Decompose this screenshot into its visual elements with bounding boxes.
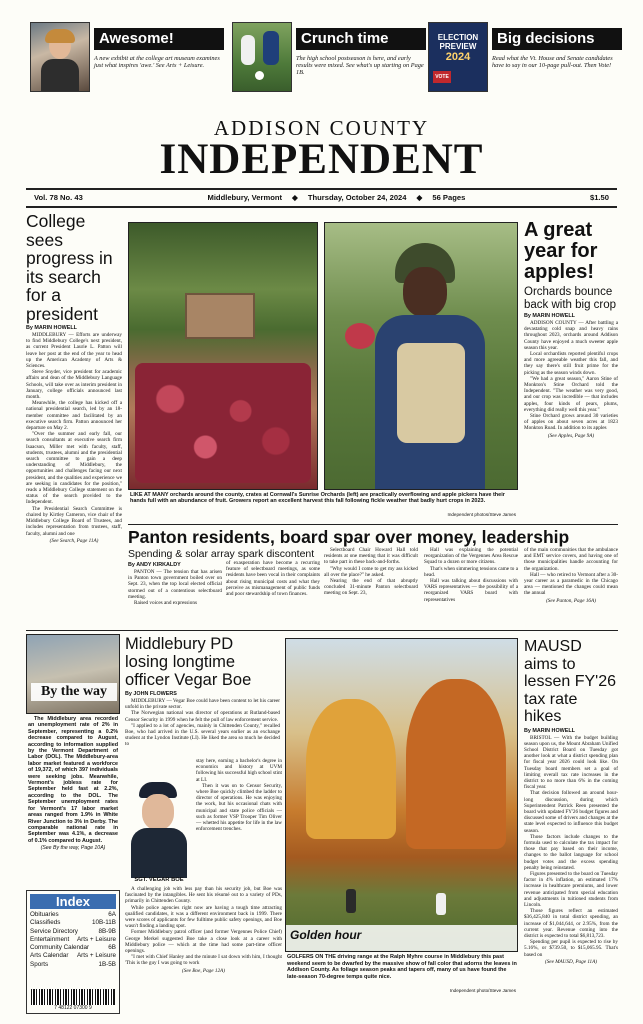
- promo-awesome[interactable]: [30, 22, 224, 94]
- dateline-date: Thursday, October 24, 2024: [307, 193, 407, 202]
- jump-line[interactable]: (See Panton, Page 16A): [546, 597, 596, 604]
- headline[interactable]: College sees progress in its search for a president: [26, 212, 113, 324]
- paragraph: PANTON — The tension that has arisen in Panton town government boiled over on Sept. 23, when the top local elected official stormed out of a contentious selectboard meeting.: [128, 569, 222, 600]
- paragraph: Stine Orchard grows around 30 varieties of apples on about seven acres at 1823 Monkton Road. In addition to its apples: [524, 413, 618, 432]
- price: $1.50: [589, 193, 609, 202]
- jump-line[interactable]: (See By the way, Page 10A): [40, 845, 106, 852]
- paragraph: Local orchardists reported plentiful crops and more agreeable weather this fall, and they say there's still fruit prime for the picking as the season winds down.: [524, 351, 618, 376]
- index-row[interactable]: [30, 944, 116, 952]
- paragraph: The Norwegian national was director of operations at Rutland-based Censor Security in 1999 when he felt the pull of law enforcement service.: [125, 710, 280, 723]
- index-row[interactable]: [30, 919, 116, 927]
- article-police[interactable]: [125, 635, 280, 755]
- paragraph: Those factors include changes to the formula used to calculate the tax impact for those that pay based on their income, changes to the ballot language for school budget votes and the excess spending penalty being reinstated.: [524, 833, 618, 871]
- index-row[interactable]: [30, 952, 116, 960]
- index-title: Index: [30, 894, 116, 909]
- golden-hour-photo: [285, 638, 518, 952]
- index-row[interactable]: [30, 911, 116, 919]
- promo-crunch-time[interactable]: [232, 22, 426, 94]
- volume-number: Vol. 78 No. 43: [34, 193, 83, 202]
- article-college-search[interactable]: [26, 212, 122, 652]
- photo-apple-picker: [324, 222, 518, 490]
- headline[interactable]: A great year for apples!: [524, 220, 598, 283]
- index-section-name: Obituaries: [30, 911, 59, 918]
- promo-title[interactable]: Big decisions: [492, 28, 622, 50]
- index-section-name: Sports: [30, 960, 49, 968]
- golden-hour-caption: GOLFERS ON THE driving range at the Ralph Myhre course in Middlebury this past weekend seem to be dwarfed by the massive show of fall color that adorns the leaves in Addison County. As foliage season peaks and tapers off, many of us have found the late-season 70-degree temps quite nice.: [287, 954, 517, 980]
- photo-credit: Independent photo/Steve James: [449, 988, 516, 993]
- dateline-bullet: ◆: [292, 193, 298, 202]
- index-row[interactable]: [30, 928, 116, 936]
- paragraph: That decision followed an around hour-long discussion, during which Superintendent Patrick Reen presented the board with updated FY'26 budget figures and discussed some of drivers and changes at the state level expected to influence this budget season.: [524, 790, 618, 834]
- paragraph: "Over the summer and early fall, our search consultants at executive search firm Isaacson, Miller met with faculty, staff, students, trustees, alumni and the presidential search committee to gain a deep understanding of Middlebury, the opportunities and challenges facing our next president, and the qualities and experience we are seeking in candidates for the position," reads a Middlebury College statement on the status of the search provided to the Independent.: [26, 431, 122, 506]
- election-preview-badge: [428, 22, 488, 92]
- index-page-ref: 6B: [108, 944, 116, 952]
- page-count: 56 Pages: [432, 193, 466, 202]
- paragraph: BRISTOL — With the budget building season upon us, the Mount Abraham Unified School District Board on Tuesday got another look at what a district spending plan for fiscal year 2026 could look like. On Tuesday board members set a goal of limiting overall tax rate increases in the district to no more than 6% in the coming fiscal year.: [524, 734, 618, 791]
- by-the-way-brief: [28, 716, 118, 888]
- jump-line[interactable]: (See Boe, Page 12A): [182, 967, 225, 974]
- photo-apple-crates: [128, 222, 318, 490]
- headline-panton[interactable]: Panton residents, board spar over money, leadership: [128, 527, 570, 547]
- byline: By MARIN HOWELL: [26, 325, 77, 331]
- paragraph: Hall was talking about discussions with VARS representatives — the possibility of a reorganized VARS board with representatives: [424, 578, 518, 603]
- paragraph: Raised voices and expressions: [134, 600, 197, 607]
- index-page-ref: 6A: [108, 911, 116, 918]
- headline[interactable]: MAUSD aims to lessen FY'26 tax rate hikes: [524, 638, 616, 725]
- badge-year: 2024: [445, 51, 471, 63]
- officer-photo: [125, 768, 193, 884]
- jump-line[interactable]: (See Search, Page 11A): [49, 537, 99, 544]
- paragraph: A challenging job with less pay than his security job, but Boe was fascinated by the intangibles. He sent his résumé out to a variety of PDs, primarily in Chittenden County.: [125, 886, 282, 905]
- officer-photo-caption: SGT. VEGAR BOE: [134, 877, 184, 883]
- masthead-top: ADDISON COUNTY: [213, 116, 430, 140]
- paragraph: Spending per pupil is expected to rise by 5.16%, or $739.50, to $15,065.95. That's based on: [524, 939, 618, 958]
- index-page-ref: 8B-9B: [98, 927, 116, 935]
- index-page-ref: Arts + Leisure: [76, 952, 116, 960]
- promo-text: Read what the Vt. House and Senate candidates have to say in our 10-page pull-out. Then Vote!: [492, 55, 613, 70]
- paragraph: Then it was on to Censor Security, where Boe quickly climbed the ladder to director of operations. He was enjoying the work, but his occasional chats with municipal and state police officials — such as former VSP Trooper Tim Oliver — whetted his appetite for life in the law enforcement trenches.: [196, 782, 282, 833]
- by-the-way-photo: [26, 634, 120, 714]
- police-side-col: [196, 758, 282, 884]
- promo-photo-sports: [232, 22, 292, 92]
- dateline-place: Middlebury, Vermont: [207, 193, 283, 202]
- paragraph: Steve Snyder, vice president for academic affairs and dean of the Middlebury Language Schools, will take over as interim president in January, college officials announced last month.: [26, 369, 122, 401]
- paragraph: of exasperation have become a recurring feature of selectboard meetings, as some residents have been vocal in their complaints about rising municipal costs and what they perceive as mismanagement of public funds and poor stewardship of town finances.: [226, 560, 320, 598]
- paragraph: "I met with Chief Hanley and the minute I sat down with him, I thought 'This is the guy I was going to work: [125, 954, 282, 967]
- masthead-title: INDEPENDENT: [159, 136, 484, 183]
- barcode: [31, 989, 115, 1005]
- index-page-ref: Arts + Leisure: [76, 935, 116, 943]
- paragraph: While police agencies right now are having a tough time attracting qualified candidates, it was a different environment back in 1999. There were scores of applicants for few fulltime public safety openings, and Boe wasn't finding a landing spot.: [125, 904, 282, 930]
- paragraph: MIDDLEBURY — Vegar Boe could have been content to let his career unfold in the private sector.: [125, 698, 280, 711]
- paragraph: ADDISON COUNTY — After battling a devastating cold snap and heavy rains throughout 2023, orchards around Addison County have enjoyed a much sweeter apple season this year.: [524, 320, 618, 351]
- badge-line2: PREVIEW: [439, 42, 477, 51]
- panton-col-4: [424, 547, 518, 626]
- panton-col-1: [128, 562, 222, 626]
- photo-caption: LIKE AT MANY orchards around the county, crates at Cornwall's Sunrise Orchards (left) are practically overflowing and apple pickers have their hands full with an abundance of fruit. Growers report an excellent harvest this fall following fickle weather that badly hurt crops in 2023.: [130, 492, 505, 505]
- paragraph: Those figures reflect an estimated $36,425,840 in total district spending, an increase of $1,044,644, or 2.95%, from the current year. Revenue coming into the district is expected to total $6,813,723.: [524, 908, 618, 939]
- paragraph: MIDDLEBURY — Efforts are underway to find Middlebury College's next president, as current President Laurie L. Patton will leave her post at the end of the year to head up the American Academy of Arts & Sciences.: [26, 332, 122, 370]
- deck-panton: Spending & solar array spark discontent: [128, 548, 315, 560]
- paragraph: Nearing the end of that abruptly concluded 31-minute Panton selectboard meeting on Sept. 23,: [324, 578, 418, 597]
- byline: By JOHN FLOWERS: [125, 691, 177, 697]
- byline: By ANDY KIRKALDY: [128, 562, 181, 568]
- index-box: [26, 890, 120, 1014]
- deck: Orchards bounce back with big crop: [524, 286, 617, 311]
- promo-photo-museum: [30, 22, 90, 92]
- paragraph: Hall — who retired to Vermont after a 30-year career as a paramedic in the Chicago area — mentioned the changes could mean the annual: [524, 571, 618, 597]
- paragraph: That's when simmering tensions came to a head.: [424, 565, 518, 578]
- panton-col-3: [324, 547, 418, 626]
- barcode-number: 7 48122 07300 9: [54, 1005, 92, 1011]
- index-page-ref: 1B-5B: [98, 960, 116, 968]
- police-bottom: [125, 886, 282, 1018]
- index-section-name: Classifieds: [30, 919, 61, 927]
- index-section-name: Community Calendar: [30, 944, 90, 952]
- index-section-name: Arts Calendar: [30, 952, 69, 960]
- golden-hour-title: Golden hour: [290, 928, 362, 942]
- paragraph: Hall was explaining the potential reorganization of the Vergennes Area Rescue Squad to a dozen or more citizens.: [424, 547, 518, 566]
- index-row[interactable]: [30, 961, 116, 969]
- article-apples[interactable]: [524, 220, 618, 524]
- index-page-ref: 10B-11B: [91, 919, 116, 927]
- byline: By MARIN HOWELL: [524, 727, 575, 734]
- paragraph: Selectboard Chair Howard Hall told residents at one meeting that it was difficult to take part in these back-and-forths.: [324, 547, 418, 566]
- panton-col-2: [226, 560, 320, 626]
- promo-title[interactable]: Crunch time: [296, 28, 426, 50]
- byline: By MARIN HOWELL: [524, 313, 575, 319]
- photo-credit: Independent photos/Steve James: [447, 512, 516, 517]
- paragraph: The Presidential Search Committee is chaired by Kirtley Cameron, vice chair of the Middlebury College Board of Trustees, and includes representation from trustees, staff, faculty, alumni and one: [26, 505, 122, 537]
- paragraph: of the main communities that the ambulance and EMT service covers, and having one of those municipalities handle accounting for the organization.: [524, 547, 618, 572]
- paragraph: "We had a great season," Aaron Stine of Monkton's Stine Orchard told the Independent. "The weather was very good, and our crop was incredible — that includes apples, four kinds of pears, plums, everything did really well this year.": [524, 375, 618, 413]
- headline[interactable]: Middlebury PD losing longtime officer Vegar Boe: [125, 635, 252, 689]
- paragraph: "I applied to a lot of agencies, mainly in Chittenden County," recalled Boe, who had arrived in the U.S. several years earlier as an exchange student at the Lyndon Institute (LI). He liked the area so much he decided to: [125, 722, 280, 748]
- paragraph: "Why would I come to get my ass kicked all over the place?" he asked.: [324, 565, 418, 578]
- jump-line[interactable]: (See MAUSD, Page 11A): [544, 958, 598, 965]
- index-row[interactable]: [30, 936, 116, 944]
- index-section-name: Service Directory: [30, 927, 78, 935]
- brief-text: The Middlebury area recorded an unemployment rate of 2% in September, representing a 0.2% decrease compared to August, according to information supplied by the Vermont Department of Labor (DOL). The Middlebury-area labor market featured a workforce of 19,372, of which 397 individuals were seeking jobs. Meanwhile, Vermont's jobless rate for September held fast at 2.2%, according to the DOL. The September unemployment rates for Vermont's 17 labor market areas ranged from 1.9% in White River Junction to 3% in Derby. The comparable national rate in September was 4.1%, a decrease of 0.1% compared to August.: [28, 716, 118, 844]
- by-the-way-label: By the way: [31, 683, 117, 701]
- article-mausd[interactable]: [524, 638, 618, 1018]
- paragraph: Figures presented to the board on Tuesday factor in 4% inflation, an estimated 17% increase in healthcare premiums, and lower revenue anticipated from special education and adjustments in tuitioned students from Lincoln.: [524, 870, 618, 908]
- paragraph: Meanwhile, the college has kicked off a national presidential search, led by an 18-member committee and facilitated by an executive search firm. Patton announced her departure on May 2.: [26, 400, 122, 432]
- paragraph: stay here, earning a bachelor's degree in economics and history at UVM following his successful high school stint at LI.: [196, 758, 282, 783]
- dateline-bar: [26, 192, 617, 204]
- paragraph: Former Middlebury patrol officer (and former Vergennes Police Chief) George Merkel suggested Boe take a close look at a career with Middlebury police — which at the time had some part-time officer openings.: [125, 929, 282, 955]
- dateline-bullet: ◆: [416, 193, 423, 202]
- vote-sticker: VOTE: [433, 71, 451, 83]
- promo-text: The high school postseason is here, and early results were mixed. See what's up starting on Page 1B.: [296, 55, 424, 77]
- panton-col-5: [524, 547, 618, 631]
- jump-line[interactable]: (See Apples, Page 9A): [547, 432, 595, 439]
- promo-text: A new exhibit at the college art museum examines just what inspires 'awe.' See Arts + Leisure.: [94, 55, 220, 70]
- promo-big-decisions[interactable]: [428, 22, 622, 94]
- badge-line1: ELECTION: [437, 33, 479, 42]
- promo-title[interactable]: Awesome!: [94, 28, 224, 50]
- index-section-name: Entertainment: [30, 935, 70, 943]
